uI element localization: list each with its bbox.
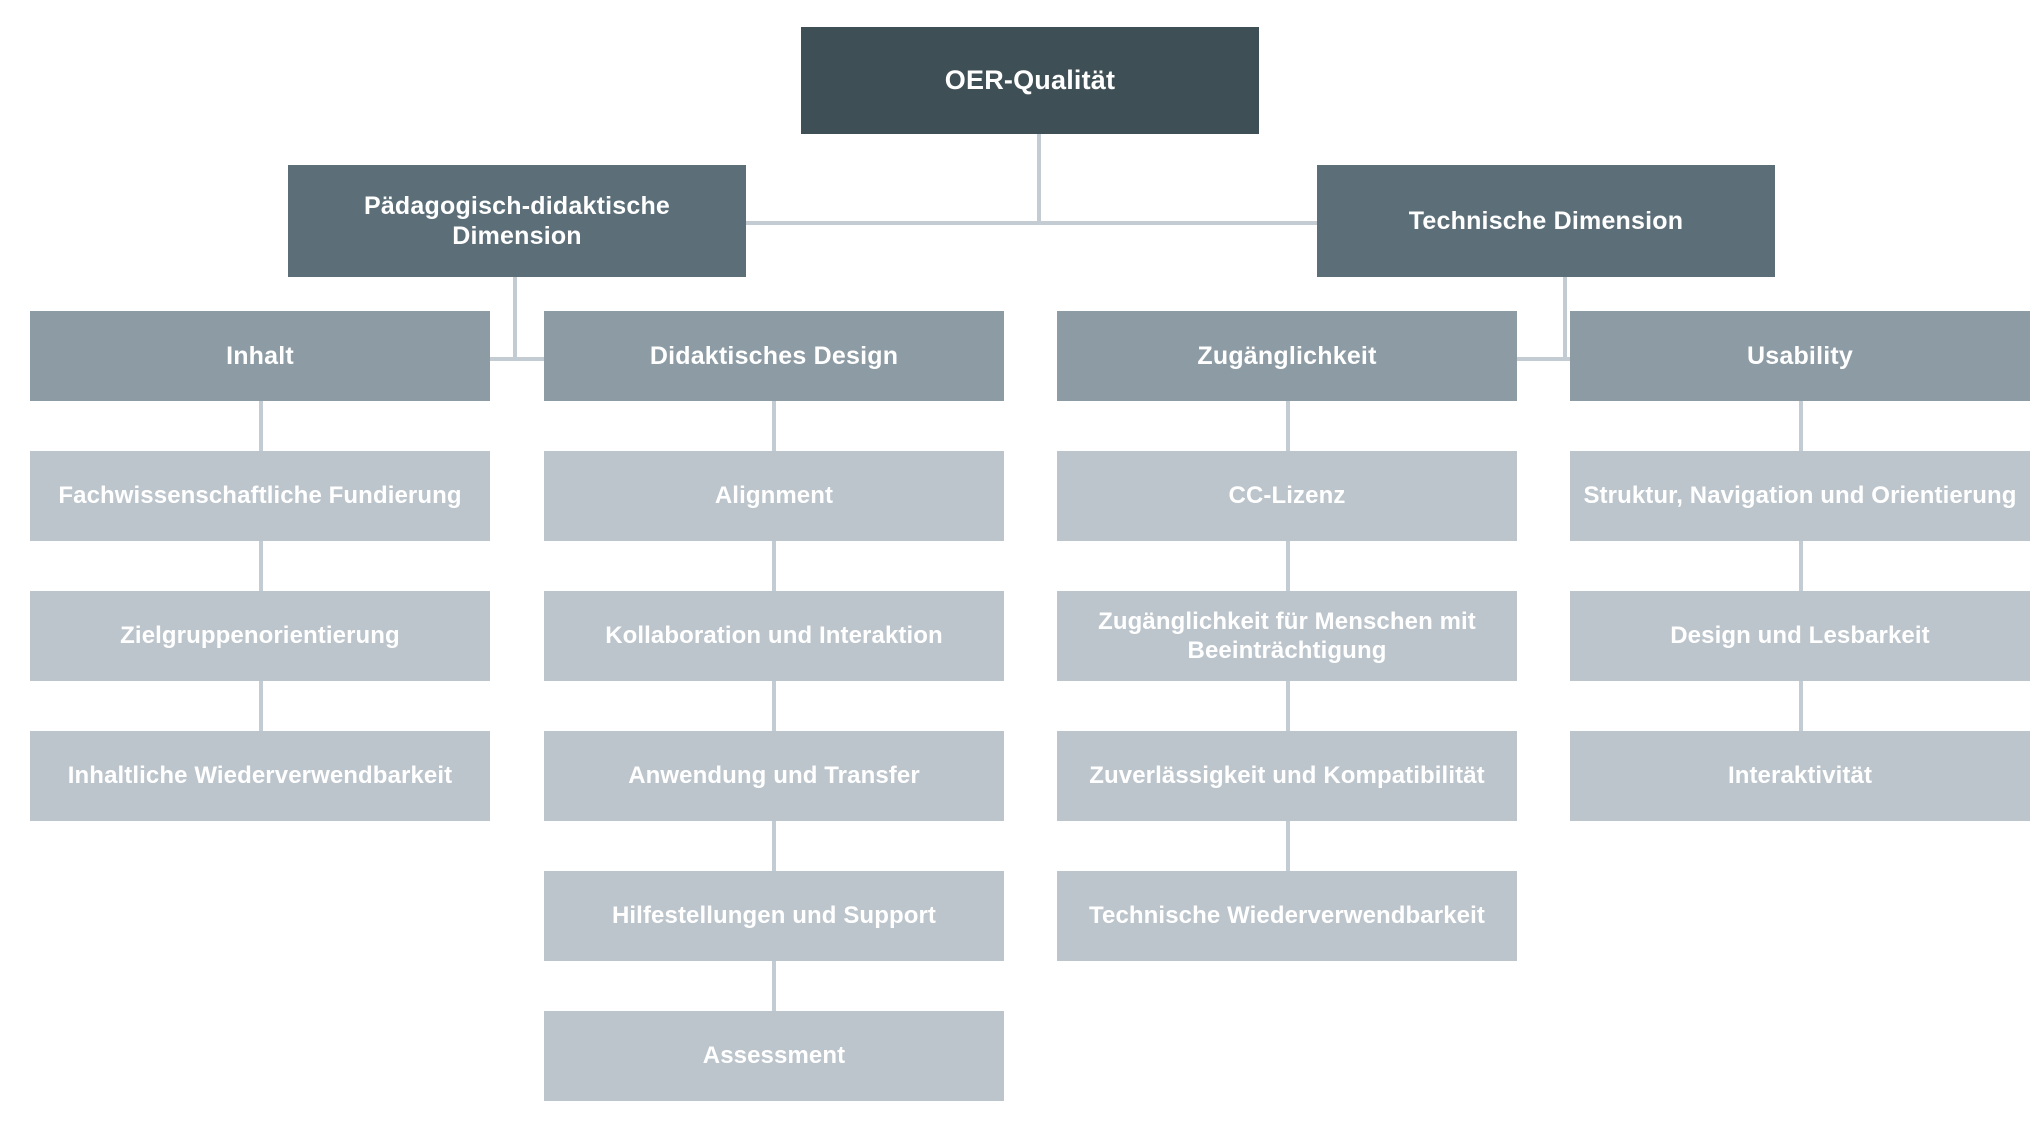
node-root-label: OER-Qualität bbox=[944, 65, 1116, 96]
node-item-label: CC-Lizenz bbox=[1228, 482, 1346, 510]
node-item-didaktisches-design-2[interactable] bbox=[544, 591, 1004, 681]
node-item-inhalt-3[interactable] bbox=[30, 731, 490, 821]
node-item-inhalt-2[interactable] bbox=[30, 591, 490, 681]
node-item-zugaenglichkeit-2[interactable] bbox=[1057, 591, 1517, 681]
node-item-label: Zuverlässigkeit und Kompatibilität bbox=[1089, 762, 1485, 790]
node-dimension-pedagogical-label: Pädagogisch-didaktische Dimension bbox=[363, 191, 671, 250]
node-item-usability-2[interactable] bbox=[1570, 591, 2030, 681]
node-item-didaktisches-design-1[interactable] bbox=[544, 451, 1004, 541]
node-item-label: Kollaboration und Interaktion bbox=[605, 622, 943, 650]
node-category-zugaenglichkeit-label: Zugänglichkeit bbox=[1197, 341, 1377, 370]
node-item-label: Fachwissenschaftliche Fundierung bbox=[58, 482, 462, 510]
node-item-label: Design und Lesbarkeit bbox=[1670, 622, 1930, 650]
node-category-didaktisches-design[interactable] bbox=[544, 311, 1004, 401]
node-category-zugaenglichkeit[interactable] bbox=[1057, 311, 1517, 401]
node-item-label: Struktur, Navigation und Orientierung bbox=[1583, 482, 2017, 510]
node-root[interactable] bbox=[801, 27, 1259, 134]
node-item-label: Inhaltliche Wiederverwendbarkeit bbox=[67, 762, 453, 790]
node-item-inhalt-1[interactable] bbox=[30, 451, 490, 541]
node-item-label: Anwendung und Transfer bbox=[628, 762, 920, 790]
node-item-usability-3[interactable] bbox=[1570, 731, 2030, 821]
node-category-inhalt[interactable] bbox=[30, 311, 490, 401]
node-item-label: Assessment bbox=[702, 1042, 846, 1070]
node-item-label: Zugänglichkeit für Menschen mit Beeinträchtigung bbox=[1098, 607, 1476, 664]
node-dimension-technical[interactable] bbox=[1317, 165, 1775, 277]
node-category-didaktisches-design-label: Didaktisches Design bbox=[649, 341, 899, 370]
node-item-label: Alignment bbox=[714, 482, 834, 510]
node-item-zugaenglichkeit-3[interactable] bbox=[1057, 731, 1517, 821]
node-item-label: Hilfestellungen und Support bbox=[611, 902, 937, 930]
node-item-didaktisches-design-5[interactable] bbox=[544, 1011, 1004, 1101]
node-item-label: Technische Wiederverwendbarkeit bbox=[1089, 902, 1485, 930]
node-item-didaktisches-design-3[interactable] bbox=[544, 731, 1004, 821]
node-item-didaktisches-design-4[interactable] bbox=[544, 871, 1004, 961]
node-category-usability[interactable] bbox=[1570, 311, 2030, 401]
node-dimension-technical-label: Technische Dimension bbox=[1408, 206, 1684, 235]
connector-root-stem bbox=[1037, 133, 1041, 223]
node-item-label: Interaktivität bbox=[1727, 762, 1873, 790]
node-item-label: Zielgruppenorientierung bbox=[120, 622, 400, 650]
node-category-inhalt-label: Inhalt bbox=[226, 341, 294, 370]
node-item-usability-1[interactable] bbox=[1570, 451, 2030, 541]
node-item-zugaenglichkeit-1[interactable] bbox=[1057, 451, 1517, 541]
node-category-usability-label: Usability bbox=[1747, 341, 1853, 370]
node-item-zugaenglichkeit-4[interactable] bbox=[1057, 871, 1517, 961]
node-dimension-pedagogical[interactable] bbox=[288, 165, 746, 277]
